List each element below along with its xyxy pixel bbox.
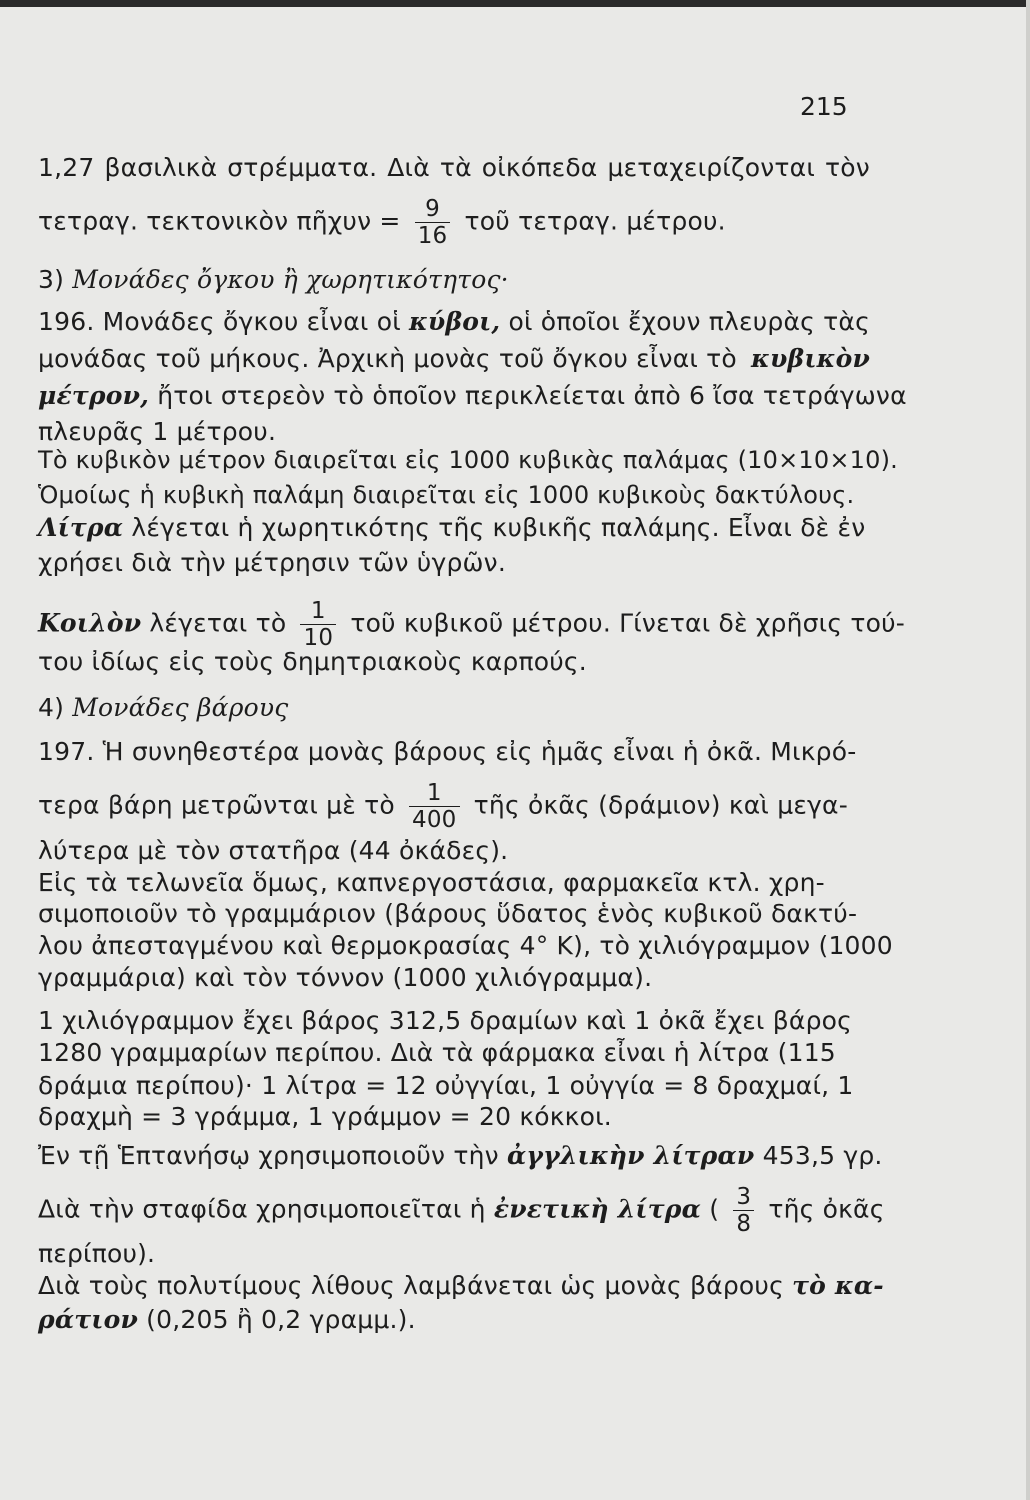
text-line: Ἐν τῇ Ἑπτανήσῳ χρησιμοποιοῦν τὴν ἀγγλικὴν λίτραν 453,5 γρ. — [38, 1141, 883, 1170]
text-line: περίπου). — [38, 1239, 156, 1268]
text-line: Ὁμοίως ἡ κυβικὴ παλάμη διαιρεῖται εἰς 1000 κυβικοὺς δακτύλους. — [38, 481, 855, 509]
text-line: πλευρᾶς 1 μέτρου. — [38, 417, 277, 446]
text-line: 1,27 βασιλικὰ στρέμματα. Διὰ τὰ οἰκόπεδα μεταχειρίζονται τὸν — [38, 153, 870, 182]
text-line: Κοιλὸν λέγεται τὸ $\frac{1}{10}$ τοῦ κυβικοῦ μέτρου. Γίνεται δὲ χρῆσις τού- — [38, 598, 905, 651]
text-line: τερα βάρη μετρῶνται μὲ τὸ $\frac{1}{400}$ τῆς ὀκᾶς (δράμιον) καὶ μεγα- — [38, 780, 848, 833]
fraction: $\frac{1}{10}$ — [300, 598, 336, 651]
text-line: λου ἀπεσταγμένου καὶ θερμοκρασίας 4° Κ), τὸ χιλιόγραμμον (1000 — [38, 931, 893, 960]
text-line: 1280 γραμμαρίων περίπου. Διὰ τὰ φάρμακα εἶναι ἡ λίτρα (115 — [38, 1038, 836, 1067]
page-number: 215 — [800, 92, 848, 121]
text-line: τετραγ. τεκτονικὸν πῆχυν = $\frac{9}{16}$ τοῦ τετραγ. μέτρου. — [38, 196, 726, 249]
text-line: του ἰδίως εἰς τοὺς δημητριακοὺς καρπούς. — [38, 647, 587, 676]
text-line: δραχμὴ = 3 γράμμα, 1 γράμμον = 20 κόκκοι. — [38, 1102, 612, 1131]
text-line: σιμοποιοῦν τὸ γραμμάριον (βάρους ὕδατος ἑνὸς κυβικοῦ δακτύ- — [38, 899, 858, 928]
text-line: χρήσει διὰ τὴν μέτρησιν τῶν ὑγρῶν. — [38, 548, 506, 577]
fraction: $\frac{1}{400}$ — [409, 780, 460, 833]
text-line: Λίτρα λέγεται ἡ χωρητικότης τῆς κυβικῆς παλάμης. Εἶναι δὲ ἐν — [38, 513, 866, 542]
text-line: μονάδας τοῦ μήκους. Ἀρχικὴ μονὰς τοῦ ὄγκου εἶναι τὸ κυβικὸν — [38, 344, 870, 373]
section-heading: 3) Μονάδες ὄγκου ἢ χωρητικότητος· — [38, 265, 509, 294]
text-line: Εἰς τὰ τελωνεῖα ὅμως, καπνεργοστάσια, φαρμακεῖα κτλ. χρη- — [38, 868, 825, 897]
fraction: $\frac{3}{8}$ — [733, 1184, 754, 1237]
text-line: λύτερα μὲ τὸν στατῆρα (44 ὀκάδες). — [38, 836, 509, 865]
text-line: δράμια περίπου)· 1 λίτρα = 12 οὐγγίαι, 1 οὐγγία = 8 δραχμαί, 1 — [38, 1071, 854, 1100]
text-line: 196. Μονάδες ὄγκου εἶναι οἱ κύβοι, οἱ ὁποῖοι ἔχουν πλευρὰς τὰς — [38, 307, 870, 336]
text-line: 1 χιλιόγραμμον ἔχει βάρος 312,5 δραμίων καὶ 1 ὀκᾶ ἔχει βάρος — [38, 1006, 853, 1035]
text-line: γραμμάρια) καὶ τὸν τόννον (1000 χιλιόγραμμα). — [38, 963, 653, 992]
text-line: μέτρον, ἤτοι στερεὸν τὸ ὁποῖον περικλείεται ἀπὸ 6 ἴσα τετράγωνα — [38, 381, 907, 410]
section-heading: 4) Μονάδες βάρους — [38, 693, 289, 722]
text-line: Διὰ τὴν σταφίδα χρησιμοποιεῖται ἡ ἐνετικὴ λίτρα ( $\frac{3}{8}$ τῆς ὀκᾶς — [38, 1184, 885, 1237]
text-line: ράτιον (0,205 ἢ 0,2 γραμμ.). — [38, 1305, 416, 1334]
text-line: Τὸ κυβικὸν μέτρον διαιρεῖται εἰς 1000 κυβικὰς παλάμας (10×10×10). — [38, 446, 898, 474]
fraction: $\frac{9}{16}$ — [415, 196, 451, 249]
text-line: Διὰ τοὺς πολυτίμους λίθους λαμβάνεται ὡς μονὰς βάρους τὸ κα- — [38, 1271, 884, 1300]
text-line: 197. Ἡ συνηθεστέρα μονὰς βάρους εἰς ἡμᾶς εἶναι ἡ ὀκᾶ. Μικρό- — [38, 737, 857, 766]
